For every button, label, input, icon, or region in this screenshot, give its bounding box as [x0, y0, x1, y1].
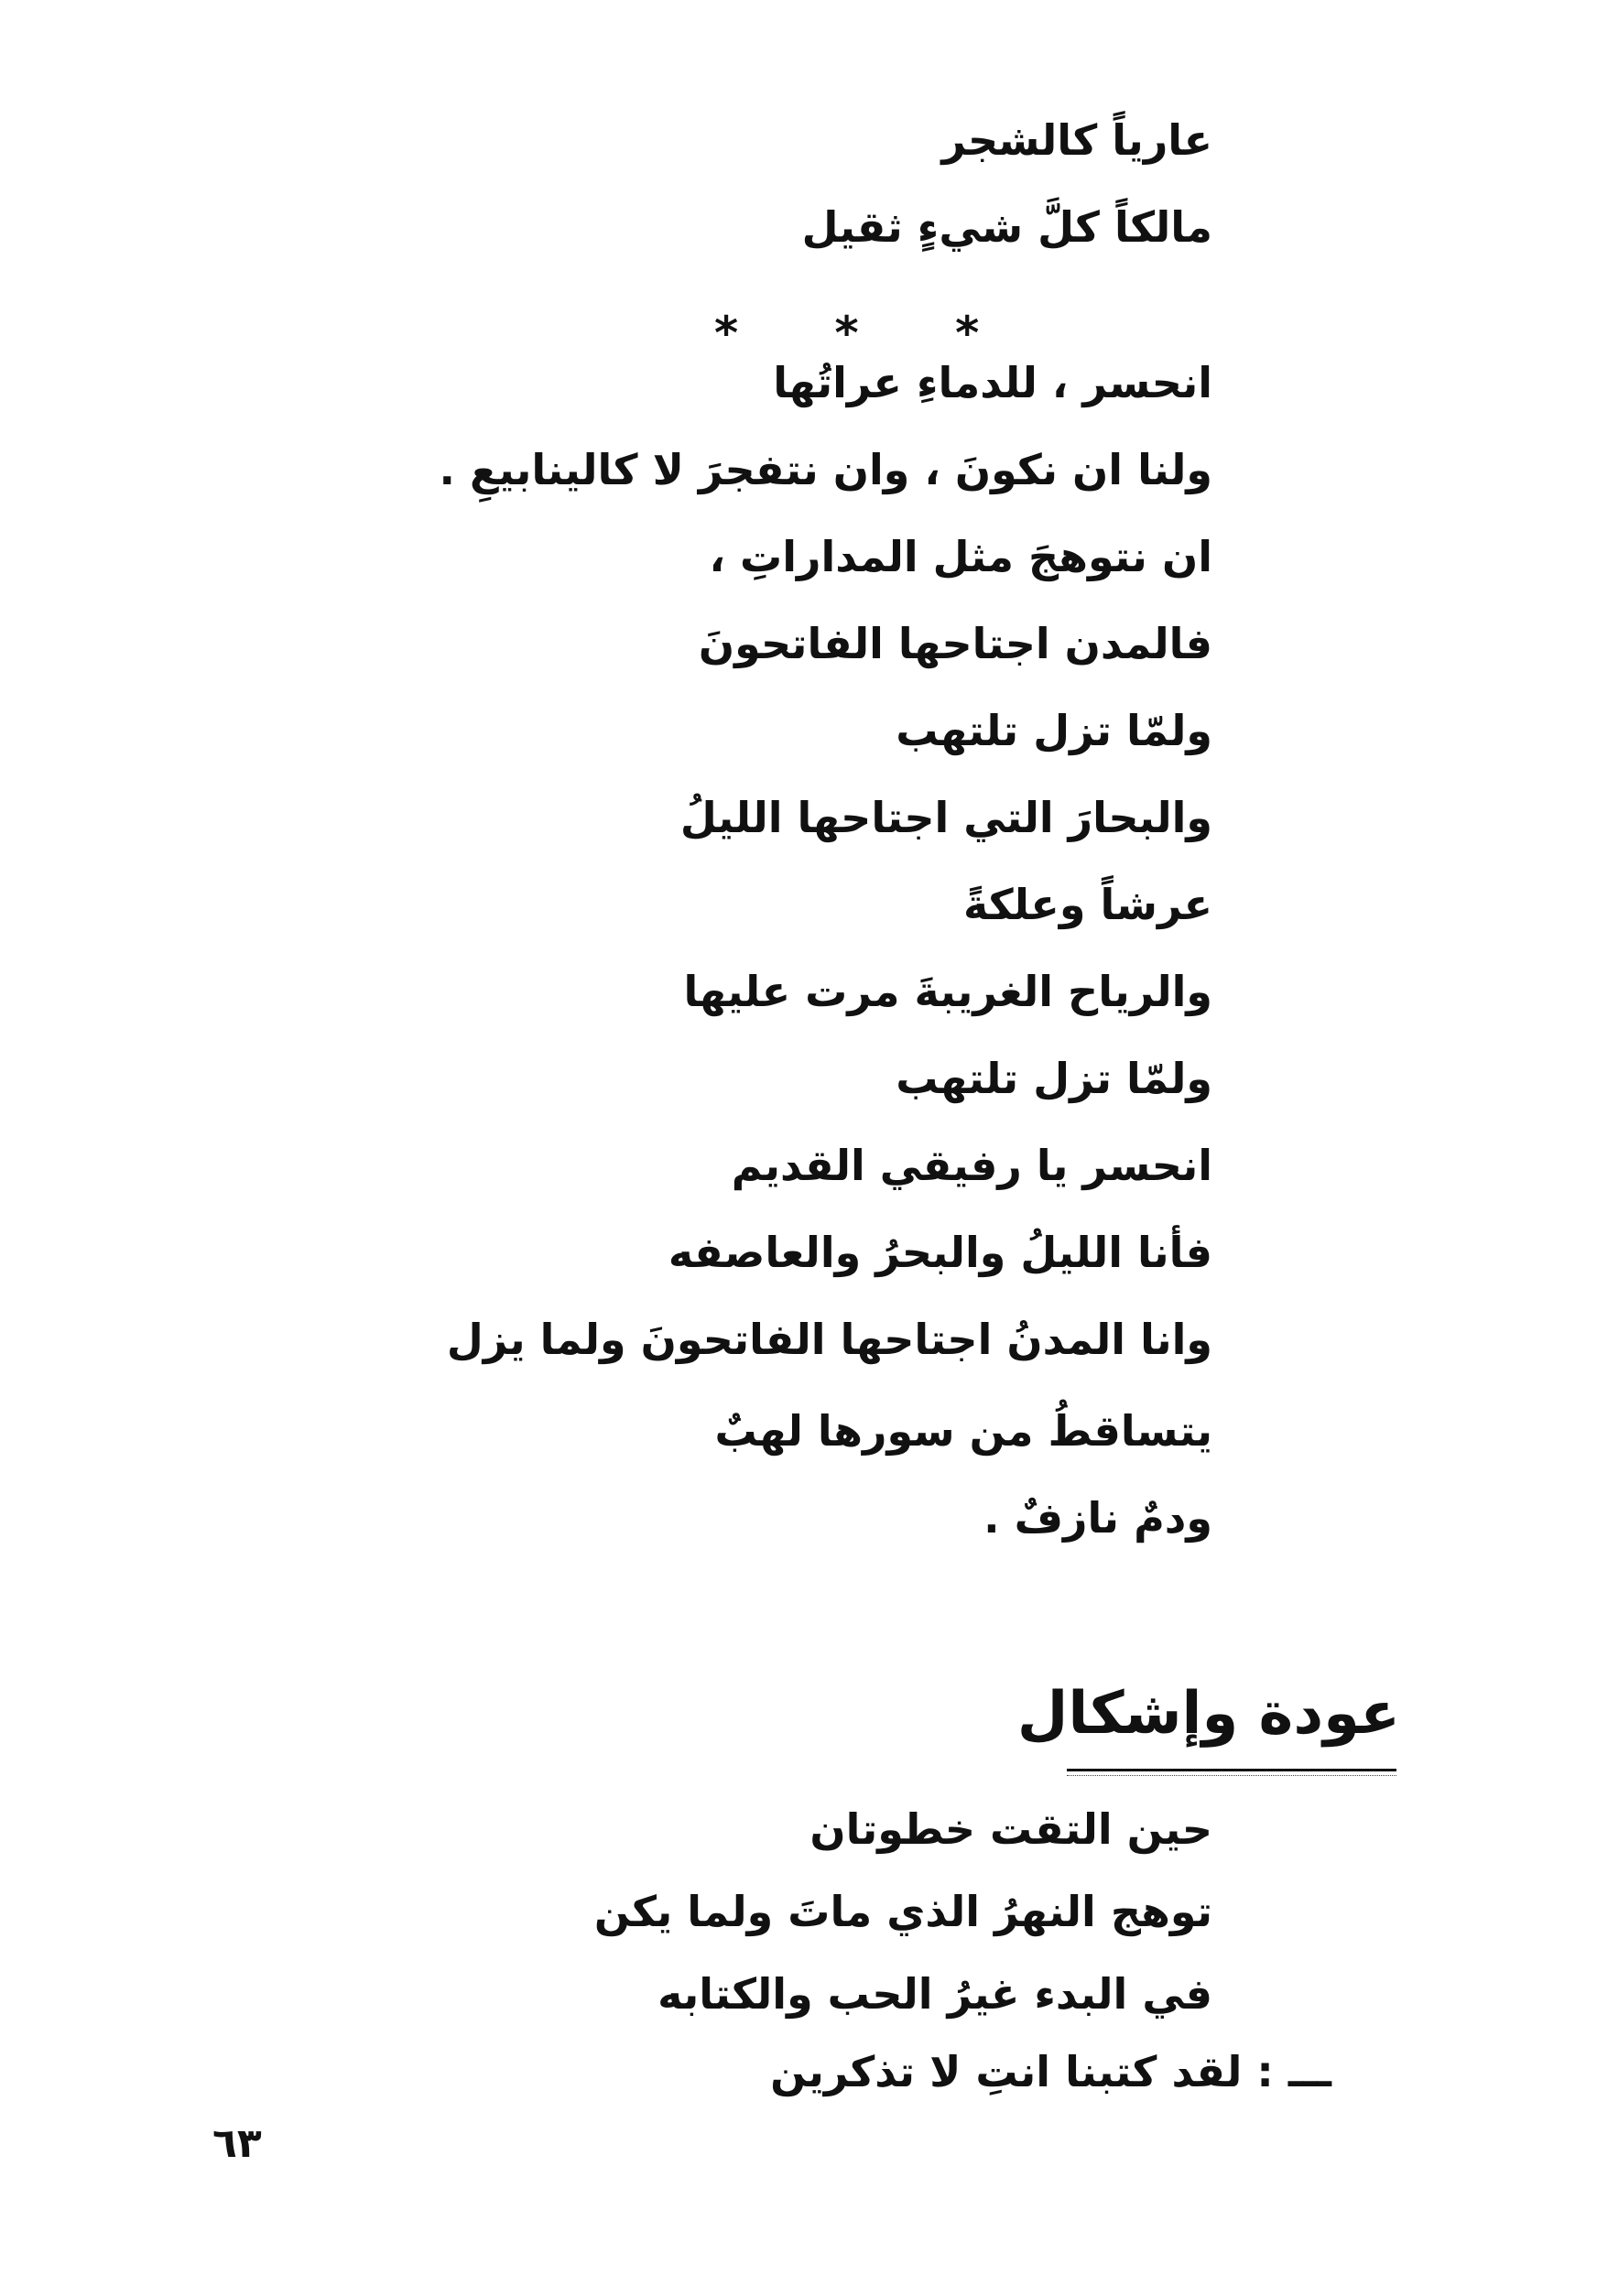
poem-line: انحسر يا رفيقي القديم	[731, 1141, 1212, 1190]
poem-line: ولمّا تزل تلتهب	[896, 706, 1212, 755]
poem-line: فالمدن اجتاحها الفاتحونَ	[698, 619, 1212, 668]
poem-line: انحسر ، للدماءِ عراتُها	[773, 358, 1212, 407]
poem-line: ودمٌ نازفٌ .	[983, 1493, 1212, 1543]
section-title: عودة وإشكال	[1016, 1680, 1400, 1748]
poem-line: يتساقطُ من سورها لهبٌ	[714, 1406, 1212, 1456]
poem-line: ان نتوهجَ مثل المداراتِ ،	[709, 532, 1212, 581]
poem-line: ولنا ان نكونَ ، وان نتفجرَ لا كالينابيعِ .	[439, 445, 1212, 494]
poem-line: توهج النهرُ الذي ماتَ ولما يكن	[593, 1887, 1212, 1936]
poem-line: عارياً كالشجر	[941, 115, 1212, 165]
poem-line: في البدء غيرُ الحب والكتابه	[657, 1969, 1212, 2019]
poem-line: والبحارَ التي اجتاحها الليلُ	[679, 793, 1212, 842]
poem-line: عرشاً وعلكةً	[962, 880, 1212, 929]
poem-line: مالكاً كلَّ شيءٍ ثقيل	[801, 202, 1212, 252]
section-separator: * * *	[714, 307, 1020, 360]
poem-line: حين التقت خطوتان	[809, 1804, 1212, 1854]
poem-line: فأنا الليلُ والبحرُ والعاصفه	[668, 1228, 1212, 1277]
poem-line: والرياح الغريبةَ مرت عليها	[683, 967, 1212, 1016]
page-number: ٦٣	[212, 2120, 262, 2167]
poem-line: ولمّا تزل تلتهب	[896, 1054, 1212, 1103]
dialogue-line: ـــ : لقد كتبنا انتِ لا تذكرين	[770, 2047, 1331, 2096]
title-underline	[1067, 1769, 1396, 1771]
title-underline-dotted	[1067, 1775, 1396, 1776]
poem-line: وانا المدنُ اجتاحها الفاتحونَ ولما يزل	[446, 1315, 1212, 1364]
